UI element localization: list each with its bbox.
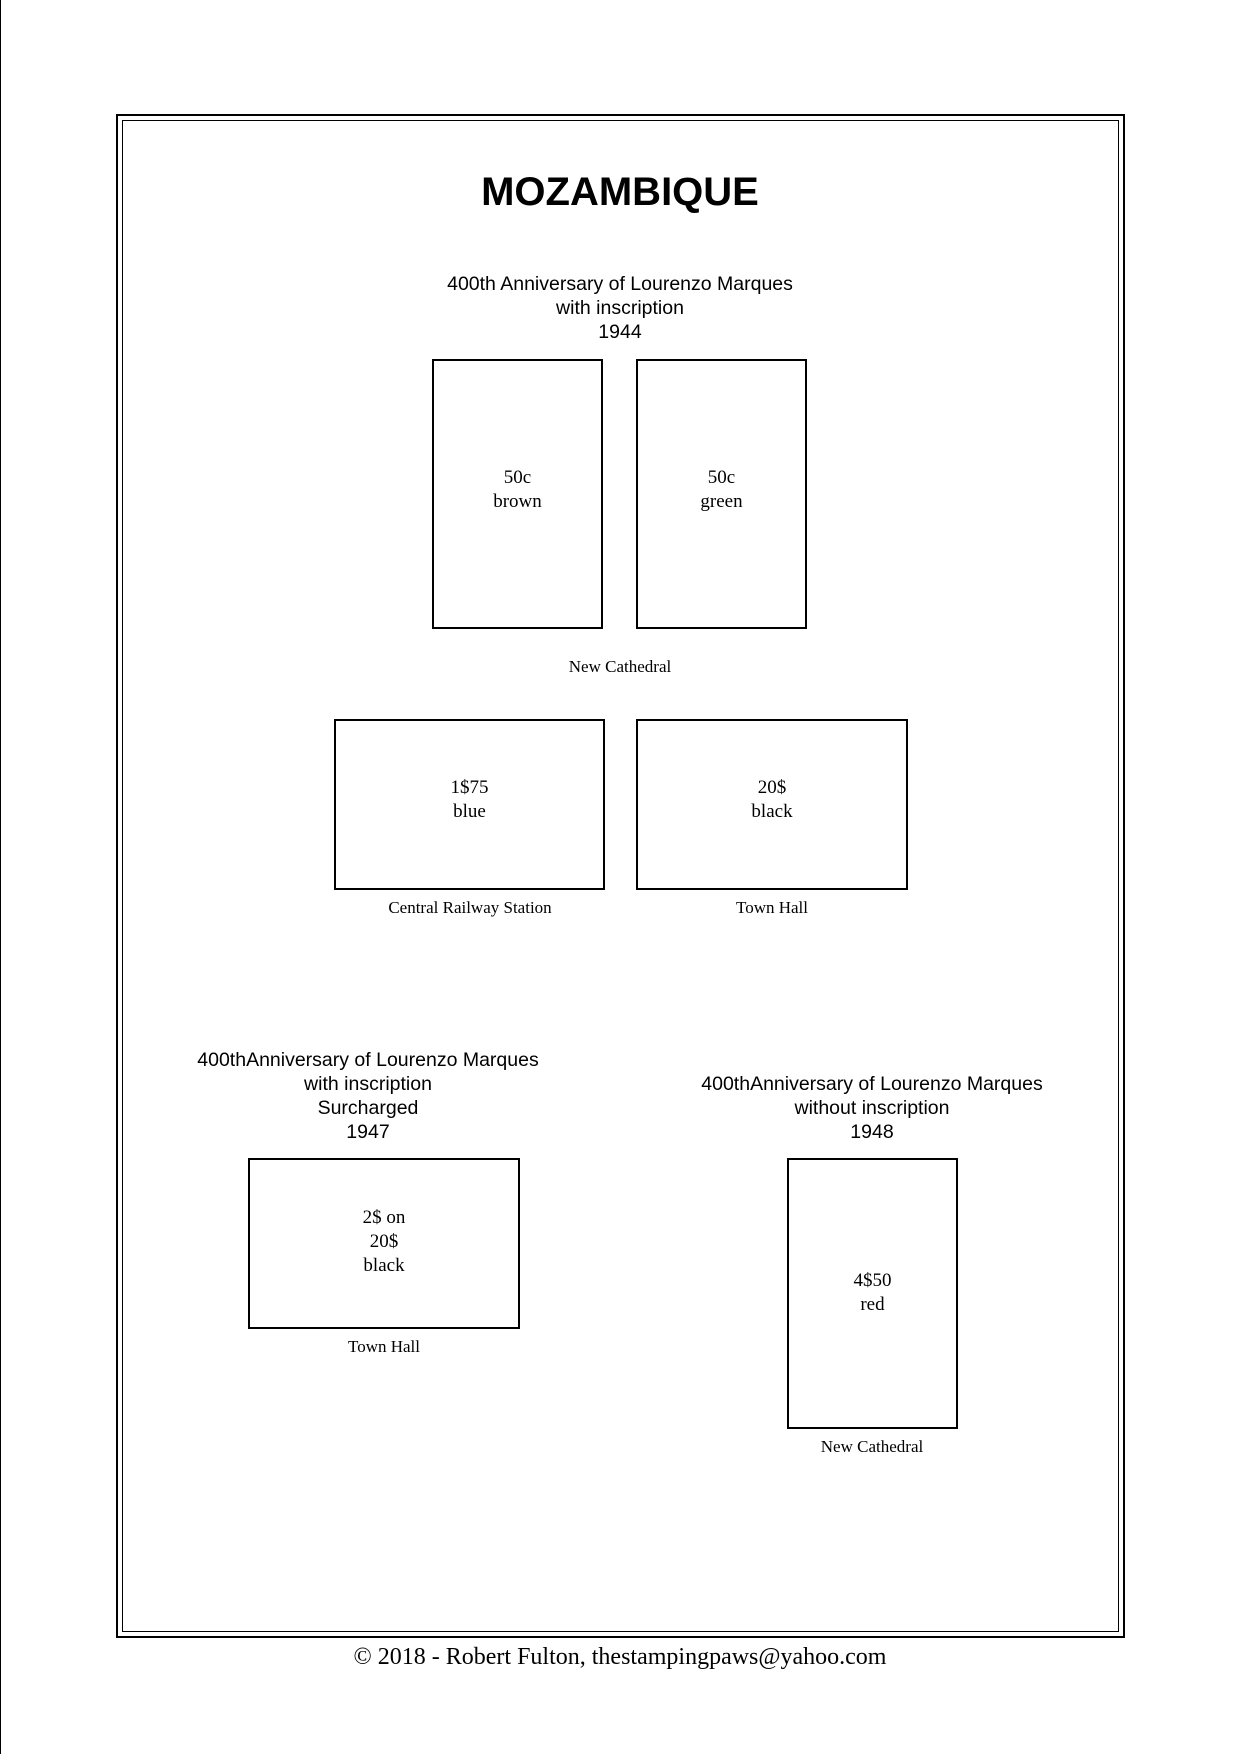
stamp-slot-1s75-blue	[334, 719, 605, 890]
stamp-color: green	[700, 491, 743, 512]
stamp-caption: Town Hall	[736, 898, 808, 917]
stamp-color: blue	[453, 801, 486, 822]
section-heading-line: 1948	[850, 1121, 894, 1143]
stamp-caption: Central Railway Station	[388, 898, 552, 917]
section-heading-1947	[118, 1048, 618, 1144]
stamp-slot-2s-on-20s-black	[248, 1158, 520, 1329]
section-heading-line: 1947	[346, 1121, 390, 1143]
section-heading-line: without inscription	[794, 1097, 950, 1119]
section-heading-line: 400th Anniversary of Lourenzo Marques	[447, 273, 793, 295]
stamp-denomination	[638, 466, 805, 514]
stamp-denomination	[250, 1206, 518, 1278]
stamp-value: 20$	[369, 1231, 399, 1252]
stamp-value: 50c	[707, 467, 736, 488]
stamp-denomination	[336, 776, 603, 824]
stamp-color: red	[860, 1294, 885, 1315]
stamp-color: black	[363, 1255, 405, 1276]
stamp-value: 2$ on	[362, 1207, 406, 1228]
footer-copyright: © 2018 - Robert Fulton, thestampingpaws@yahoo.com	[353, 1644, 887, 1670]
stamp-slot-50c-brown	[432, 359, 603, 629]
section-heading-1948	[622, 1072, 1122, 1144]
section-heading-line: Surcharged	[317, 1097, 419, 1119]
stamp-caption: New Cathedral	[820, 1437, 924, 1456]
stamp-denomination	[789, 1269, 956, 1317]
stamp-value: 4$50	[853, 1270, 892, 1291]
section-heading-1944	[320, 272, 920, 344]
stamp-caption: Town Hall	[348, 1337, 420, 1356]
stamp-color: brown	[493, 491, 542, 512]
stamp-slot-4s50-red	[787, 1158, 958, 1429]
section-heading-line: 400thAnniversary of Lourenzo Marques	[701, 1073, 1043, 1095]
stamp-color: black	[751, 801, 793, 822]
section-heading-line: 1944	[598, 321, 642, 343]
section-heading-line: 400thAnniversary of Lourenzo Marques	[197, 1049, 539, 1071]
stamp-caption: New Cathedral	[568, 657, 672, 676]
section-heading-line: with inscription	[304, 1073, 432, 1095]
section-heading-line: with inscription	[556, 297, 684, 319]
stamp-denomination	[638, 776, 906, 824]
page-border-inner	[122, 120, 1119, 1632]
stamp-value: 1$75	[450, 777, 489, 798]
stamp-value: 20$	[757, 777, 787, 798]
stamp-value: 50c	[503, 467, 532, 488]
stamp-slot-20s-black	[636, 719, 908, 890]
page-title: MOZAMBIQUE	[481, 170, 759, 214]
stamp-slot-50c-green	[636, 359, 807, 629]
stamp-denomination	[434, 466, 601, 514]
